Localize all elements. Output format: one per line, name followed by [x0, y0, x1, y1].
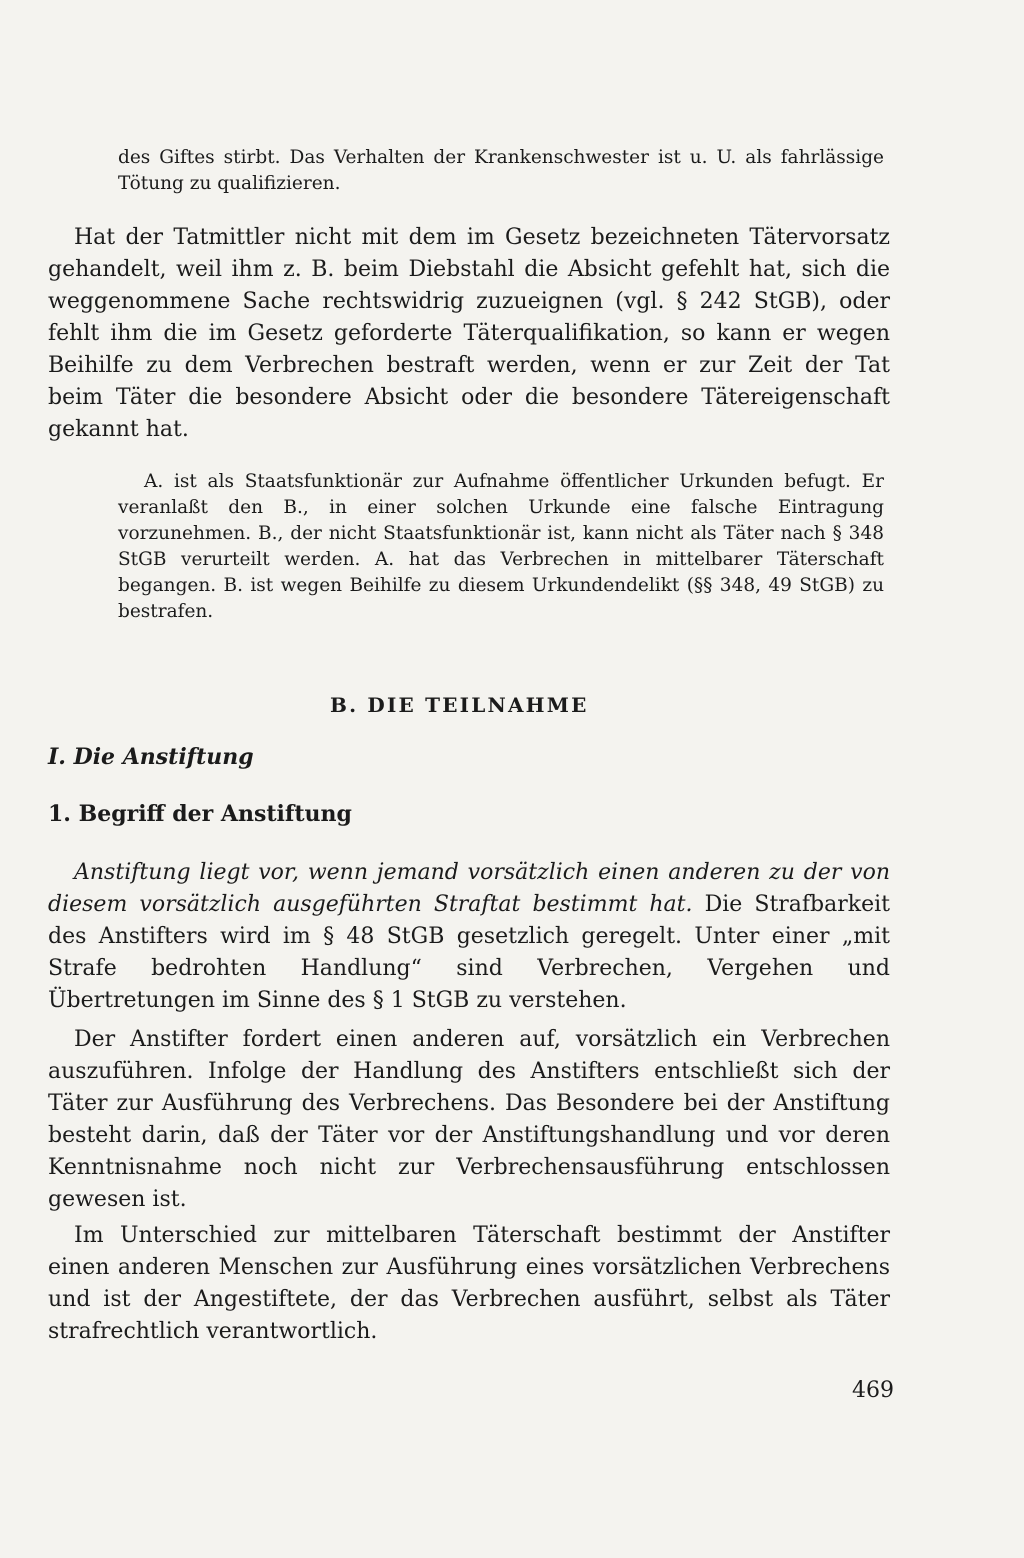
- definition-italic: Anstiftung liegt vor, wenn jemand vorsätzlich einen anderen zu der von diesem vorsätzlich ausgeführten Straftat bestimmt hat.: [48, 860, 890, 917]
- definition-rest: Die Strafbarkeit des Anstifters wird im § 48 StGB gesetzlich geregelt. Unter einer „mit Strafe bedrohten Handlung“ sind Verbrechen, Vergehen und Übertretungen im Sinne des § 1 StGB zu verstehen.: [48, 892, 891, 1013]
- paragraph-definition: [48, 857, 890, 1017]
- paragraph-unterschied: Im Unterschied zur mittelbaren Täterschaft bestimmt der Anstifter einen anderen Menschen zur Ausführung eines vorsätzlichen Verbrechens und ist der Angestiftete, der das Verbrechen ausführt, selbst als Täter strafrechtlich verantwortlich.: [48, 1223, 890, 1344]
- example-staatsfunktionaer: A. ist als Staatsfunktionär zur Aufnahme öffentlicher Urkunden befugt. Er veranlaßt den B., in einer solchen Urkunde eine falsche Eintragung vorzunehmen. B., der nicht Staatsfunktionär ist, kann nicht als Täter nach § 348 StGB verurteilt werden. A. hat das Verbrechen in mittelbarer Täterschaft begangen. B. ist wegen Beihilfe zu diesem Urkundendelikt (§§ 348, 49 StGB) zu bestrafen.: [118, 471, 884, 622]
- subsection-heading: I. Die Anstiftung: [48, 744, 254, 770]
- fragment-text: des Giftes stirbt. Das Verhalten der Krankenschwester ist u. U. als fahrlässige Tötung zu qualifizieren.: [118, 147, 884, 194]
- subsubsection-heading: 1. Begriff der Anstiftung: [48, 801, 352, 827]
- paragraph-tatmittler: Hat der Tatmittler nicht mit dem im Gesetz bezeichneten Tätervorsatz gehandelt, weil ihm z. B. beim Diebstahl die Absicht gefehlt hat, sich die weggenommene Sache rechtswidrig zuzueignen (vgl. § 242 StGB), oder fehlt ihm die im Gesetz geforderte Täterqualifikation, so kann er wegen Beihilfe zu dem Verbrechen bestraft werden, wenn er zur Zeit der Tat beim Täter die besondere Absicht oder die besondere Tätereigenschaft gekannt hat.: [48, 225, 890, 442]
- section-heading: B. DIE TEILNAHME: [330, 693, 589, 717]
- page-number: 469: [852, 1378, 894, 1403]
- paragraph-anstifter: Der Anstifter fordert einen anderen auf, vorsätzlich ein Verbrechen auszuführen. Infolge der Handlung des Anstifters entschließt sich der Täter zur Ausführung des Verbrechens. Das Besondere bei der Anstiftung besteht darin, daß der Täter vor der Anstiftungshandlung und vor deren Kenntnisnahme noch nicht zur Verbrechensausführung entschlossen gewesen ist.: [48, 1027, 890, 1212]
